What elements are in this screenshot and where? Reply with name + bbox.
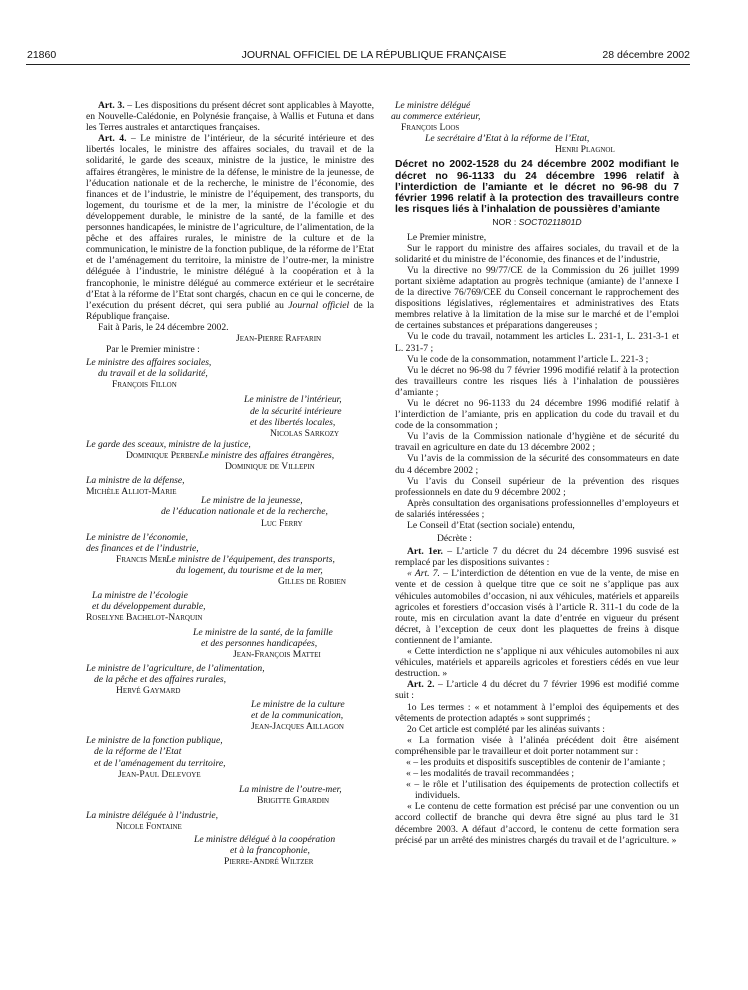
signature-name: Dominique Perben [126, 449, 199, 461]
article-4-label: Art. 4. [98, 133, 127, 145]
paragraph: Vu le décret no 96-1133 du 24 décembre 1996 modifié relatif à l’interdiction de l’amiante, pris en application du code du travail et du code de la consommation ; [395, 397, 679, 432]
nor-code: SOCT0211801D [518, 217, 582, 228]
signature [86, 394, 374, 438]
signature-title: La ministre de l’outre-mer, [239, 783, 342, 795]
page-number: 21860 [27, 49, 57, 61]
article-1-label: Art. 1er. [407, 546, 443, 558]
paragraph: Vu le code de la consommation, notamment l’article L. 221-3 ; [407, 353, 649, 365]
signature-name: Jean-François Mattei [233, 648, 321, 660]
signature [86, 475, 374, 497]
paragraph: Sur le rapport du ministre des affaires sociales, du travail et de la solidarité et du ministre de l’économie, des finances et de l’industrie, [395, 242, 679, 265]
signature-name: Roselyne Bachelot-Narquin [86, 612, 203, 624]
article-1 [395, 546, 679, 568]
signature-title: Le ministre de la fonction publique, [86, 735, 223, 747]
signature [86, 784, 374, 806]
signature-name: Jean-Paul Delevoye [118, 768, 201, 780]
signature-name: Dominique de Villepin [225, 461, 315, 473]
nor-reference [395, 217, 679, 228]
signature-title: au commerce extérieur, [391, 111, 481, 123]
right-column [391, 100, 679, 846]
signature-name: Gilles de Robien [278, 576, 346, 588]
paragraph: Vu le décret no 96-98 du 7 février 1996 modifié relatif à la protection des travailleurs contre les risques liés à l’inhalation de poussières d’amiante ; [395, 364, 679, 398]
article-3-text: – Les dispositions du présent décret sont applicables à Mayotte, en Nouvelle-Calédonie, en Polynésie française, à Wallis et Futuna et dans les Terres australes et antarctiques françaises. [86, 100, 375, 134]
signature [395, 133, 679, 155]
signature-title: La ministre de la défense, [86, 475, 185, 487]
list-item: « – les produits et dispositifs susceptibles de contenir de l’amiante ; [406, 756, 666, 768]
signature-name: Michèle Alliot-Marie [86, 486, 177, 498]
signature-title: Le ministre des affaires étrangères, [199, 450, 335, 461]
article-2-label: Art. 2. [407, 679, 435, 691]
signature-block [86, 357, 374, 867]
signature-title: Le ministre de l’économie, [86, 531, 188, 543]
signature-title: de la réforme de l’Etat [94, 746, 182, 758]
signature-name: Jean-Jacques Aillagon [251, 721, 344, 733]
signature [86, 810, 374, 832]
article-4-text: – Le ministre de l’intérieur, de la sécurité intérieure et des libertés locales, le ministre des affaires sociales, du travail et de la solidarité, le garde des sceaux, ministre de la justice, le ministre des affaires étrangères, le ministre de la défense, le ministre de la jeunesse, de l’éducation nationale et de la recherche, le ministre de l’économie, des finances et de l’industrie, le ministre de l’équipement, des transports, du logement, du tourisme et de la mer, la ministre de l’écologie et du développement durable, le ministre de la santé, de la famille et des personnes handicapées, le ministre de l’agriculture, de l’alimentation, de la pêche et des affaires rurales, le ministre de la culture et de la communication, le ministre de la fonction publique, de la réforme de l’Etat et de l’aménagement du territoire, la ministre de l’outre-mer, la ministre déléguée à l’industrie, le ministre délégué à la coopération et à la francophonie, le ministre délégué au commerce extérieur et le secrétaire d’Etat à la réforme de l’Etat sont chargés, chacun en ce qui le concerne, de l’exécution du présent décret, qui sera publié au [86, 133, 374, 311]
article-1-text: – L’article 7 du décret du 24 décembre 1996 susvisé est remplacé par les dispositions suivantes : [395, 546, 679, 569]
signature-title: Le ministre de l’agriculture, de l’alimentation, [86, 662, 265, 674]
paragraph: Vu l’avis du Conseil supérieur de la prévention des risques professionnels en date du 9 décembre 2002 ; [395, 475, 679, 498]
article-4-text-end: de la République française. [86, 299, 374, 322]
signature-title: Le ministre de l’équipement, des transports, [166, 553, 335, 565]
signature-title: La ministre déléguée à l’industrie, [86, 809, 219, 821]
signature-title: Le ministre délégué à la coopération [194, 834, 336, 846]
issue-date: 28 décembre 2002 [602, 49, 690, 61]
signature-name: François Loos [401, 122, 460, 134]
signature-title: et de l’aménagement du territoire, [94, 757, 226, 769]
signature-title: Le ministre des affaires sociales, [86, 357, 212, 369]
signature-name: Luc Ferry [261, 517, 303, 529]
decree-title: Décret no 2002-1528 du 24 décembre 2002 modifiant le décret no 96-1133 du 24 décembre 1996 relatif à l’interdiction de l’amiante et le décret no 96-98 du 7 février 1996 relatif à la protection des travailleurs contre les risques liés à l’inhalation de poussières d’amiante [395, 159, 679, 216]
signature-name: Nicole Fontaine [116, 821, 182, 832]
paragraph: 2o Cet article est complété par les alinéas suivants : [407, 723, 605, 735]
signature-name: Francis Mer [116, 553, 167, 565]
signature [86, 495, 374, 528]
signature-title: Le ministre de la santé, de la famille [193, 626, 333, 638]
article-2 [395, 679, 679, 701]
signature-title: et du développement durable, [92, 601, 206, 613]
paragraph: « La formation visée à l’alinéa précédent doit être aisément compréhensible par le travailleur et doit porter notamment sur : [395, 734, 679, 757]
signature-title: et de la communication, [251, 710, 344, 722]
paragraph: Le Conseil d’Etat (section sociale) entendu, [407, 520, 575, 532]
signature-title: Le ministre de la jeunesse, [201, 495, 303, 507]
signature [86, 357, 374, 390]
signature-title: Le ministre de la culture [251, 699, 345, 711]
journal-title: JOURNAL OFFICIEL DE LA RÉPUBLIQUE FRANÇAISE [241, 49, 507, 61]
signature-name: Nicolas Sarkozy [270, 427, 340, 439]
signature [86, 699, 374, 732]
decrete: Décrète : [437, 533, 472, 545]
signature-name: Pierre-André Wiltzer [224, 856, 314, 868]
signature-name: François Fillon [112, 379, 177, 391]
nor-label: NOR : [492, 217, 519, 228]
done-at: Fait à Paris, le 24 décembre 2002. [98, 321, 229, 333]
journal-reference: Journal officiel [288, 299, 350, 311]
paragraph: Vu la directive no 99/77/CE de la Commission du 26 juillet 1999 portant sixième adaptation au progrès technique (amiante) de l’annexe I de la directive 76/769/CEE du Conseil concernant le rapprochement des dispositions législatives, réglementaires et administratives des Etats membres relative à la limitation de la mise sur le marché et de l’emploi de certaines substances et préparations dangereuses ; [395, 264, 679, 332]
signature-title: Le ministre de l’intérieur, [244, 394, 342, 406]
signature-name: Henri Plagnol [555, 144, 615, 156]
signature-title: du travail et de la solidarité, [98, 368, 208, 380]
list-item: « – le rôle et l’utilisation des équipements de protection collectifs et individuels. [406, 779, 679, 802]
signature [391, 100, 679, 134]
paragraph: « Cette interdiction ne s’applique ni aux véhicules automobiles ni aux véhicules, matériels et appareils agricoles et forestiers cédés en vue leur destruction. » [395, 646, 679, 680]
signature-title: et à la francophonie, [230, 845, 310, 857]
signature-name: Hervé Gaymard [116, 684, 181, 696]
signature-title: de l’éducation nationale et de la recherche, [161, 506, 328, 518]
paragraph: Vu l’avis de la commission de la sécurité des consommateurs en date du 4 décembre 2002 ; [395, 453, 679, 476]
paragraph: Vu le code du travail, notamment les articles L. 231-1, L. 231-3-1 et L. 231-7 ; [395, 331, 679, 354]
signature [86, 834, 374, 867]
paragraph: 1o Les termes : « et notamment à l’emploi des équipements et des vêtements de protection adaptés » sont supprimés ; [395, 701, 679, 724]
signature [86, 663, 374, 696]
signature-title: La ministre de l’écologie [92, 590, 188, 602]
signature-title: Le ministre délégué [395, 100, 471, 111]
signature-title: de la pêche et des affaires rurales, [94, 673, 227, 685]
signature-title: et des libertés locales, [250, 416, 336, 428]
signature-title: des finances et de l’industrie, [86, 542, 199, 554]
article-7-text: – L’interdiction de détention en vue de la vente, de mise en vente et de cession à quelque titre que ce soit ne s’applique pas aux véhicules automobiles d’occasion, ni aux véhicules, matériels et appareils agricoles et forestiers d’occasion visés à l’article R. 311-1 du code de la route, mis en circulation avant la date d’entrée en vigueur du présent décret, à l’exception de ceux dont les plaquettes de freins à disque contiennent de l’amiante. [395, 568, 679, 646]
list-item: « – les modalités de travail recommandées ; [406, 768, 575, 780]
article-2-text: – L’article 4 du décret du 7 février 1996 est modifié comme suit : [395, 679, 679, 702]
signature [86, 590, 374, 623]
signature [86, 735, 374, 779]
article-3 [86, 100, 374, 133]
article-3-label: Art. 3. [98, 100, 125, 111]
page-header [0, 0, 748, 70]
article-4 [86, 133, 374, 322]
left-column [86, 100, 374, 867]
signature-name: Brigitte Girardin [257, 794, 330, 806]
signature-title: du logement, du tourisme et de la mer, [176, 565, 323, 577]
signature-title: Le garde des sceaux, ministre de la justice, [86, 438, 251, 450]
paragraph: Le Premier ministre, [407, 231, 487, 243]
article-7 [395, 568, 679, 646]
signature-title: Le secrétaire d’Etat à la réforme de l’Etat, [425, 133, 590, 145]
pm-signature: Jean-Pierre Raffarin [236, 332, 322, 344]
header-rule [26, 64, 690, 65]
paragraph: Vu l’avis de la Commission nationale d’hygiène et de sécurité du travail en agriculture en date du 13 décembre 2002 ; [395, 431, 679, 454]
signature-title: et des personnes handicapées, [201, 637, 318, 649]
signature-title: de la sécurité intérieure [250, 405, 342, 417]
by-pm: Par le Premier ministre : [106, 344, 200, 356]
signature [86, 627, 374, 660]
article-7-label: « Art. 7. [407, 568, 440, 580]
paragraph: Après consultation des organisations professionnelles d’employeurs et de salariés intéressées ; [395, 497, 679, 520]
paragraph: « Le contenu de cette formation est précisé par une convention ou un accord collectif de branche qui devra être signé au plus tard le 31 décembre 2003. A défaut d’accord, le contenu de cette formation sera précisé par un arrêté des ministres chargés du travail et de l’agriculture. » [395, 801, 679, 846]
